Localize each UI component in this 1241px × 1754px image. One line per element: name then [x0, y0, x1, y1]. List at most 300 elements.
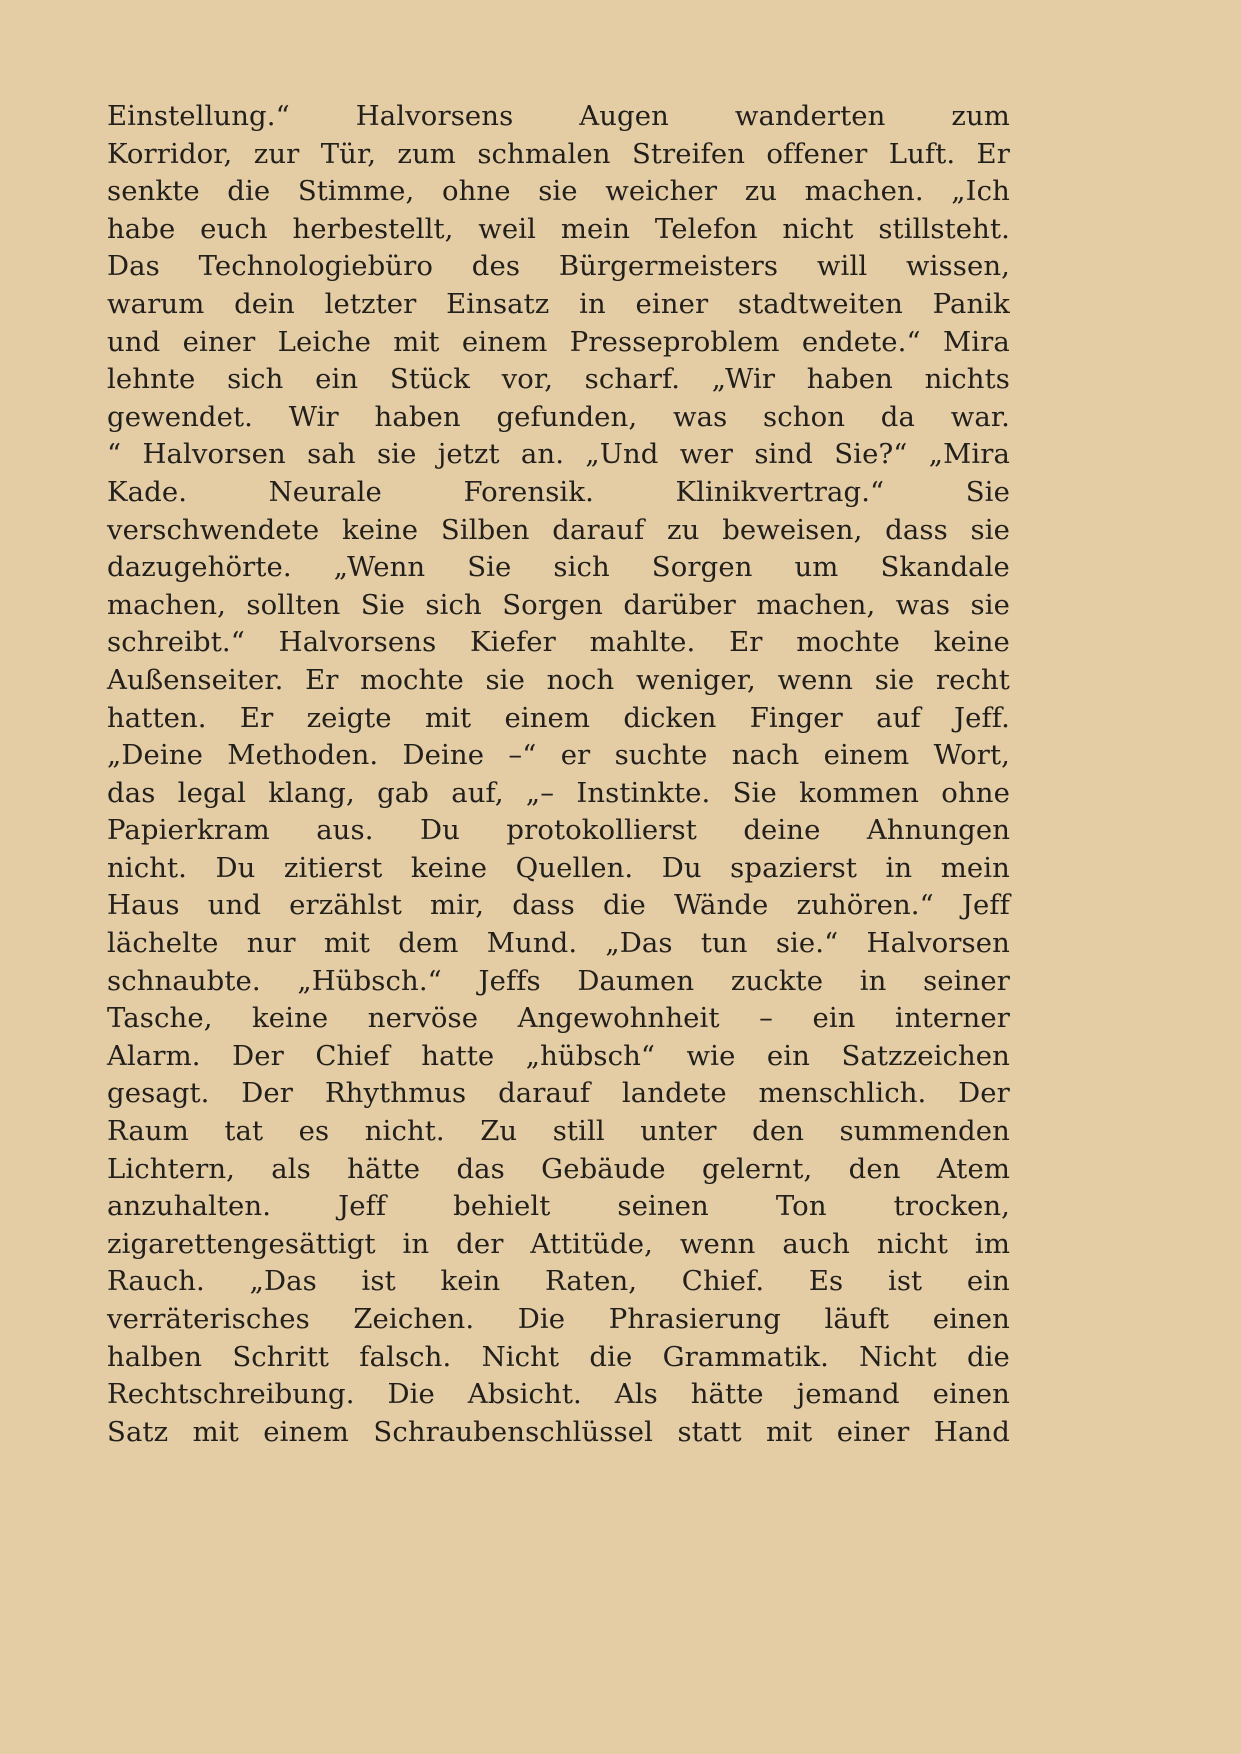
- word: „Das: [249, 1265, 317, 1298]
- word: Er: [976, 137, 1010, 170]
- word: behielt: [453, 1190, 551, 1223]
- word: warum: [107, 287, 205, 320]
- text-line: [107, 1263, 1010, 1301]
- word: Halvorsen: [142, 438, 286, 471]
- word: Presseproblem: [569, 325, 780, 358]
- word: Korridor,: [107, 137, 233, 170]
- word: Telefon: [654, 212, 758, 245]
- body-text-block: [107, 98, 1010, 1451]
- word: Methoden.: [227, 739, 379, 772]
- word: jetzt: [437, 438, 500, 471]
- word: da: [880, 400, 915, 433]
- word: die: [966, 1340, 1010, 1373]
- word: Chief.: [681, 1265, 765, 1298]
- word: Panik: [932, 287, 1010, 320]
- word: Du: [215, 851, 256, 884]
- word: Halvorsens: [355, 100, 514, 132]
- word: nervöse: [367, 1002, 479, 1035]
- word: dicken: [623, 701, 717, 734]
- word: der: [456, 1227, 504, 1260]
- word: Klinikvertrag.“: [675, 475, 885, 508]
- word: mein: [940, 851, 1010, 884]
- word: Sie: [360, 588, 406, 621]
- word: Technologiebüro: [198, 250, 434, 283]
- word: zum: [951, 100, 1010, 132]
- word: „Mira: [928, 438, 1010, 471]
- word: Absicht.: [467, 1378, 582, 1411]
- word: Sie?“: [834, 438, 908, 471]
- text-line: [107, 549, 1010, 587]
- word: landete: [621, 1077, 727, 1110]
- word: verschwendete: [107, 513, 320, 546]
- word: Sorgen: [502, 588, 603, 621]
- word: beweisen,: [722, 513, 863, 546]
- word: sich: [227, 363, 284, 396]
- word: nur: [246, 927, 296, 960]
- word: sollten: [246, 588, 341, 621]
- text-line: [107, 587, 1010, 625]
- word: Schritt: [232, 1340, 330, 1373]
- word: mit: [424, 701, 472, 734]
- word: das: [456, 1152, 505, 1185]
- word: Ahnungen: [866, 814, 1010, 847]
- word: ohne: [941, 776, 1010, 809]
- word: Neurale: [268, 475, 382, 508]
- text-line: [107, 361, 1010, 399]
- word: endete.“: [801, 325, 921, 358]
- word: nach: [731, 739, 800, 772]
- word: Luft.: [888, 137, 956, 170]
- word: sie: [485, 663, 525, 696]
- word: Rauch.: [107, 1265, 205, 1298]
- word: auf: [876, 701, 921, 734]
- word: darüber: [623, 588, 736, 621]
- word: sie: [538, 175, 578, 208]
- text-line: [107, 1151, 1010, 1189]
- word: mit: [393, 325, 440, 358]
- word: keine: [252, 1002, 329, 1035]
- word: Wände: [674, 889, 769, 922]
- word: gesagt.: [107, 1077, 210, 1110]
- word: Gebäude: [541, 1152, 666, 1185]
- word: wenn: [777, 663, 854, 696]
- word: „Und: [585, 438, 659, 471]
- word: seinen: [617, 1190, 709, 1223]
- word: still: [552, 1115, 605, 1148]
- word: herbestellt,: [292, 212, 454, 245]
- word: lächelte: [107, 927, 219, 960]
- word: gewendet.: [107, 400, 253, 433]
- word: sie: [376, 438, 417, 471]
- word: in: [859, 964, 887, 997]
- word: läuft: [824, 1303, 890, 1335]
- word: letzter: [324, 287, 417, 320]
- text-line: [107, 737, 1010, 775]
- word: die: [602, 889, 646, 922]
- word: einer: [182, 325, 256, 358]
- word: ein: [315, 363, 359, 396]
- word: sie: [970, 513, 1010, 546]
- word: dass: [512, 889, 575, 922]
- word: Jeff: [338, 1190, 387, 1223]
- word: zitierst: [283, 851, 383, 884]
- word: mit: [766, 1415, 813, 1448]
- word: „hübsch“: [525, 1039, 656, 1072]
- word: Phrasierung: [608, 1303, 781, 1335]
- word: Du: [661, 851, 702, 884]
- word: die: [227, 175, 271, 208]
- word: in: [885, 851, 913, 884]
- word: mir,: [430, 889, 485, 922]
- word: in: [579, 287, 606, 320]
- word: Grammatik.: [662, 1340, 829, 1373]
- word: „Wenn: [333, 551, 426, 584]
- word: darauf: [552, 513, 645, 546]
- word: auch: [782, 1227, 850, 1260]
- word: ist: [887, 1265, 923, 1298]
- text-line: [107, 887, 1010, 925]
- word: zu: [667, 513, 700, 546]
- word: Rechtschreibung.: [107, 1378, 355, 1411]
- word: Streifen: [631, 137, 746, 170]
- word: Es: [808, 1265, 844, 1298]
- word: stillsteht.: [878, 212, 1010, 245]
- word: Sorgen: [651, 551, 753, 584]
- word: Außenseiter.: [107, 663, 284, 696]
- word: Daumen: [577, 964, 695, 997]
- word: sie.“: [775, 927, 839, 960]
- text-line: [107, 324, 1010, 362]
- text-line: [107, 1339, 1010, 1377]
- word: Nicht: [481, 1340, 560, 1373]
- text-line: [107, 1376, 1010, 1414]
- word: Rhythmus: [324, 1077, 467, 1110]
- word: wenn: [679, 1227, 756, 1260]
- word: keine: [933, 626, 1010, 659]
- word: Skandale: [880, 551, 1010, 584]
- word: kein: [440, 1265, 501, 1298]
- word: sah: [307, 438, 356, 471]
- word: Wort,: [933, 739, 1010, 772]
- text-line: [107, 1075, 1010, 1113]
- word: recht: [935, 663, 1010, 696]
- word: will: [816, 250, 868, 283]
- word: Instinkte.: [576, 776, 711, 809]
- word: Jeffs: [478, 964, 541, 997]
- text-line: [107, 925, 1010, 963]
- text-line: [107, 662, 1010, 700]
- word: Der: [241, 1077, 294, 1110]
- word: Atem: [936, 1152, 1010, 1185]
- word: Stimme,: [297, 175, 415, 208]
- word: zigarettengesättigt: [107, 1227, 376, 1260]
- word: einem: [263, 1415, 349, 1448]
- word: sind: [754, 438, 813, 471]
- word: nichts: [924, 363, 1010, 396]
- word: machen,: [107, 588, 227, 621]
- word: zuhören.“: [796, 889, 934, 922]
- word: mochte: [360, 663, 464, 696]
- word: Silben: [440, 513, 530, 546]
- word: schreibt.“: [107, 626, 245, 659]
- word: mit: [192, 1415, 239, 1448]
- word: –: [759, 1002, 773, 1035]
- word: weil: [478, 212, 537, 245]
- word: „Das: [605, 927, 673, 960]
- word: Lichtern,: [107, 1152, 235, 1185]
- word: dass: [885, 513, 948, 546]
- word: ein: [966, 1265, 1010, 1298]
- word: Stück: [389, 363, 471, 396]
- word: Halvorsens: [278, 626, 437, 659]
- word: kommen: [799, 776, 920, 809]
- word: aus.: [316, 814, 374, 847]
- text-line: [107, 173, 1010, 211]
- text-line: [107, 1038, 1010, 1076]
- word: machen,: [756, 588, 876, 621]
- word: Forensik.: [463, 475, 594, 508]
- word: Er: [239, 701, 274, 734]
- word: tun: [700, 927, 748, 960]
- word: zuckte: [730, 964, 824, 997]
- word: „Deine: [107, 739, 203, 772]
- word: wanderten: [734, 100, 886, 132]
- word: mit: [323, 927, 371, 960]
- word: spazierst: [730, 851, 858, 884]
- word: trocken,: [893, 1190, 1010, 1223]
- word: Die: [517, 1303, 566, 1335]
- word: scharf.: [584, 363, 681, 396]
- word: lehnte: [107, 363, 196, 396]
- word: menschlich.: [758, 1077, 927, 1110]
- word: Einsatz: [446, 287, 550, 320]
- word: Papierkram: [107, 814, 270, 847]
- text-line: [107, 474, 1010, 512]
- word: gab: [377, 776, 429, 809]
- word: hatte: [421, 1039, 495, 1072]
- word: hätte: [347, 1152, 421, 1185]
- word: Hand: [933, 1415, 1010, 1448]
- text-line: [107, 211, 1010, 249]
- word: Als: [614, 1378, 658, 1411]
- word: dazugehörte.: [107, 551, 292, 584]
- word: Sie: [732, 776, 777, 809]
- word: gelernt,: [701, 1152, 813, 1185]
- text-line: [107, 1226, 1010, 1264]
- word: und: [207, 889, 262, 922]
- word: sie: [874, 663, 915, 696]
- word: Finger: [749, 701, 843, 734]
- word: zur: [253, 137, 300, 170]
- word: Zu: [480, 1115, 518, 1148]
- word: Deine: [402, 739, 485, 772]
- word: „–: [525, 776, 555, 809]
- text-line: [107, 624, 1010, 662]
- word: und: [107, 325, 161, 358]
- word: vor,: [501, 363, 554, 396]
- word: an.: [520, 438, 565, 471]
- word: einem: [461, 325, 548, 358]
- word: „Hübsch.“: [297, 964, 442, 997]
- word: Tür,: [320, 137, 377, 170]
- word: wissen,: [905, 250, 1010, 283]
- word: mein: [560, 212, 631, 245]
- word: Kade.: [107, 475, 188, 508]
- word: interner: [895, 1002, 1010, 1035]
- word: Sie: [965, 475, 1010, 508]
- word: nicht.: [107, 851, 188, 884]
- word: „Ich: [951, 175, 1010, 208]
- text-line: [107, 399, 1010, 437]
- word: suchte: [614, 739, 708, 772]
- word: Der: [232, 1039, 284, 1072]
- word: Chief: [315, 1039, 390, 1072]
- word: Das: [107, 250, 160, 283]
- word: Jeff: [961, 889, 1010, 922]
- word: was: [672, 400, 728, 433]
- word: Leiche: [277, 325, 371, 358]
- word: dem: [398, 927, 459, 960]
- word: Mund.: [486, 927, 578, 960]
- word: Nicht: [859, 1340, 937, 1373]
- text-line: [107, 436, 1010, 474]
- word: Wir: [288, 400, 339, 433]
- word: einer: [836, 1415, 910, 1448]
- word: einer: [635, 287, 709, 320]
- word: Zeichen.: [353, 1303, 475, 1335]
- word: wie: [686, 1039, 736, 1072]
- word: einen: [932, 1378, 1010, 1411]
- word: mochte: [796, 626, 900, 659]
- word: dein: [234, 287, 295, 320]
- word: –“: [508, 739, 537, 772]
- text-line: [107, 1000, 1010, 1038]
- word: Angewohnheit: [517, 1002, 720, 1035]
- word: keine: [341, 513, 419, 546]
- word: als: [271, 1152, 311, 1185]
- word: Attitüde,: [530, 1227, 653, 1260]
- word: mahlte.: [589, 626, 696, 659]
- word: hätte: [690, 1378, 764, 1411]
- word: des: [471, 250, 521, 283]
- text-line: [107, 286, 1010, 324]
- word: ein: [812, 1002, 856, 1035]
- word: Raten,: [544, 1265, 638, 1298]
- word: Alarm.: [107, 1039, 201, 1072]
- word: „Wir: [711, 363, 776, 396]
- word: Mira: [943, 325, 1010, 358]
- word: schmalen: [477, 137, 611, 170]
- word: euch: [200, 212, 268, 245]
- word: “: [107, 438, 122, 471]
- text-line: [107, 775, 1010, 813]
- word: klang,: [268, 776, 355, 809]
- word: deine: [743, 814, 821, 847]
- word: anzuhalten.: [107, 1190, 272, 1223]
- word: noch: [546, 663, 615, 696]
- text-line: [107, 1188, 1010, 1226]
- word: sie: [970, 588, 1010, 621]
- word: es: [298, 1115, 330, 1148]
- word: Die: [387, 1378, 435, 1411]
- word: nicht: [782, 212, 854, 245]
- word: Er: [305, 663, 339, 696]
- word: nicht: [876, 1227, 949, 1260]
- text-line: [107, 1301, 1010, 1339]
- word: weniger,: [635, 663, 756, 696]
- word: summenden: [839, 1115, 1010, 1148]
- word: das: [107, 776, 156, 809]
- word: haben: [806, 363, 893, 396]
- word: wer: [679, 438, 734, 471]
- text-line: [107, 98, 1010, 136]
- word: nicht.: [364, 1115, 445, 1148]
- word: einem: [504, 701, 591, 734]
- word: Jeff.: [954, 701, 1010, 734]
- word: sich: [553, 551, 610, 584]
- text-line: [107, 700, 1010, 738]
- word: Raum: [107, 1115, 189, 1148]
- word: war.: [950, 400, 1010, 433]
- text-line: [107, 512, 1010, 550]
- word: gefunden,: [496, 400, 638, 433]
- word: was: [895, 588, 951, 621]
- word: stadtweiten: [737, 287, 903, 320]
- word: keine: [410, 851, 488, 884]
- word: im: [974, 1227, 1010, 1260]
- text-line: [107, 136, 1010, 174]
- word: Satz: [107, 1415, 169, 1448]
- word: ist: [361, 1265, 396, 1298]
- word: Tasche,: [107, 1002, 213, 1035]
- word: protokollierst: [506, 814, 697, 847]
- word: Der: [958, 1077, 1010, 1110]
- word: Er: [729, 626, 763, 659]
- word: ein: [766, 1039, 810, 1072]
- word: statt: [677, 1415, 742, 1448]
- word: verräterisches: [107, 1303, 310, 1335]
- text-line: [107, 963, 1010, 1001]
- word: hatten.: [107, 701, 207, 734]
- word: senkte: [107, 175, 200, 208]
- word: Bürgermeisters: [558, 250, 779, 283]
- word: habe: [107, 212, 176, 245]
- word: den: [752, 1115, 805, 1148]
- word: zum: [397, 137, 456, 170]
- word: sich: [425, 588, 482, 621]
- word: zeigte: [306, 701, 392, 734]
- word: falsch.: [359, 1340, 452, 1373]
- word: in: [402, 1227, 430, 1260]
- word: Augen: [579, 100, 669, 132]
- word: machen.: [804, 175, 924, 208]
- word: Haus: [107, 889, 180, 922]
- word: unter: [640, 1115, 717, 1148]
- word: legal: [177, 776, 247, 809]
- word: Halvorsen: [866, 927, 1010, 960]
- word: seiner: [923, 964, 1010, 997]
- word: auf,: [451, 776, 504, 809]
- word: offener: [766, 137, 868, 170]
- word: einen: [932, 1303, 1010, 1335]
- word: Sie: [467, 551, 512, 584]
- word: Schraubenschlüssel: [373, 1415, 653, 1448]
- text-line: [107, 850, 1010, 888]
- word: halben: [107, 1340, 203, 1373]
- text-line: [107, 1113, 1010, 1151]
- word: um: [794, 551, 839, 584]
- word: Quellen.: [515, 851, 634, 884]
